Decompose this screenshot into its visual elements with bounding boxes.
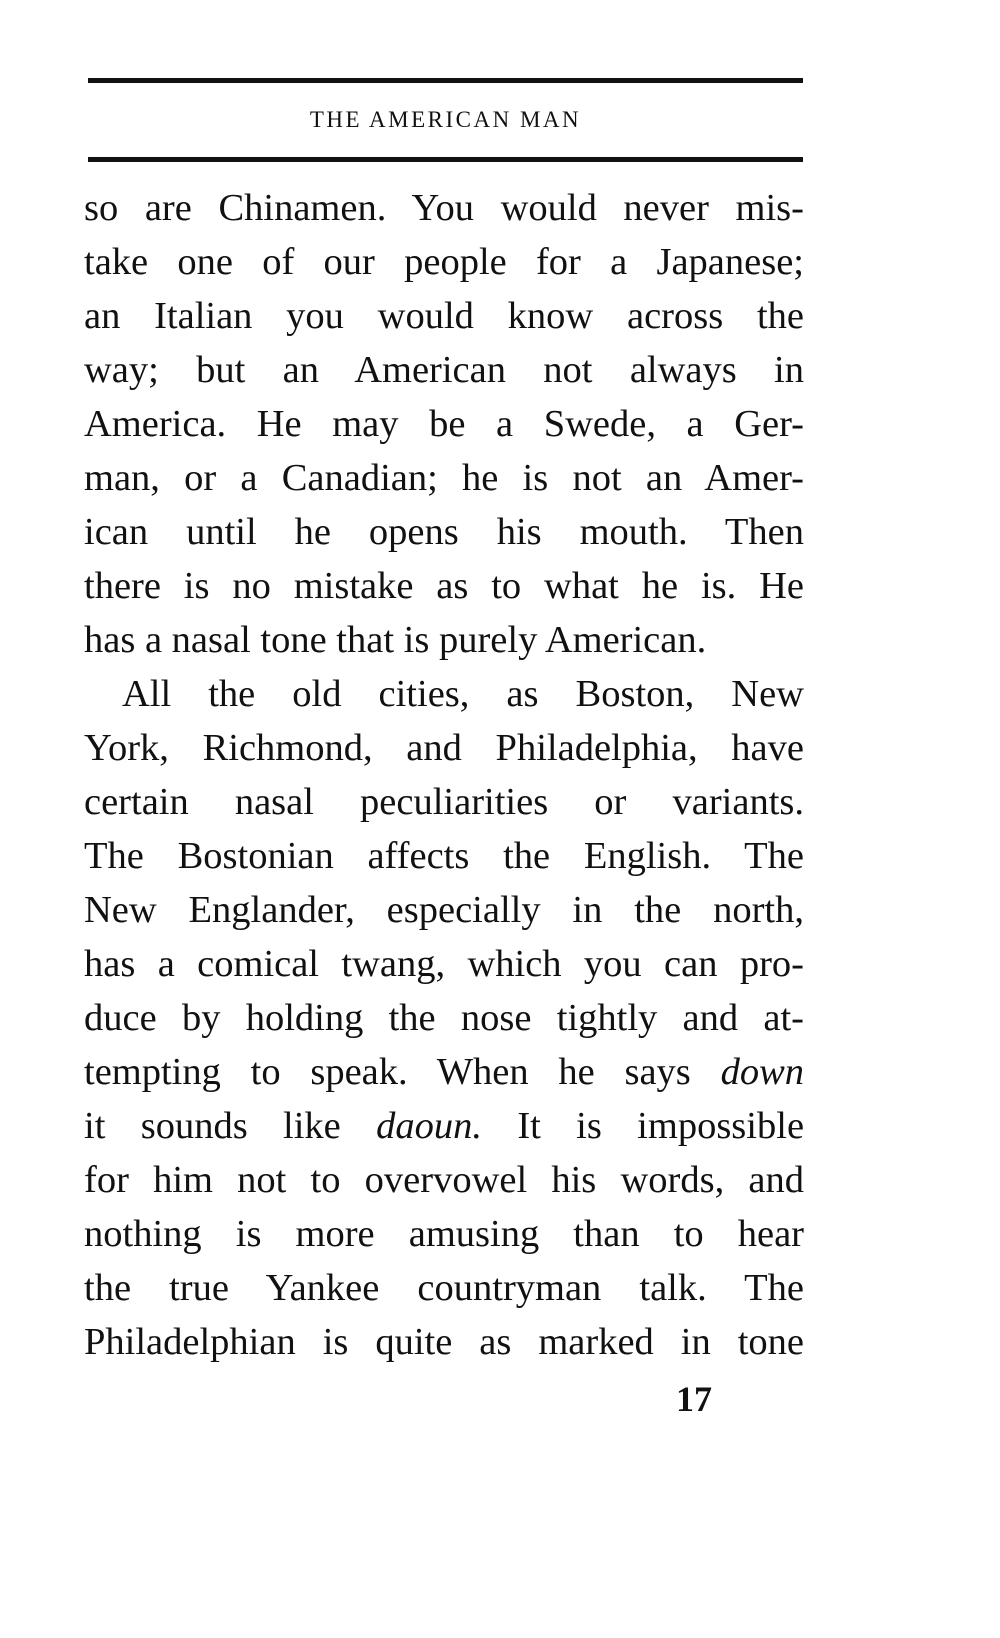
text-line: duce by holding the nose tightly and at- [84,997,804,1039]
text-line: has a comical twang, which you can pro- [84,943,804,985]
line-text: tempting to speak. When he says [84,1051,691,1093]
text-line: ican until he opens his mouth. Then [84,511,804,553]
line-text: It is impossible [517,1105,805,1147]
italic-word: daoun. [376,1105,482,1147]
text-line: for him not to overvowel his words, and [84,1159,804,1201]
text-line: nothing is more amusing than to hear [84,1213,804,1255]
paragraph-start-line: All the old cities, as Boston, New [122,673,804,715]
running-head: THE AMERICAN MAN [309,107,582,132]
text-line: an Italian you would know across the [84,295,804,337]
text-line: there is no mistake as to what he is. He [84,565,804,607]
text-line: the true Yankee countryman talk. The [84,1267,804,1309]
header-bottom-rule [88,157,803,162]
text-line: take one of our people for a Japanese; [84,241,804,283]
text-line: way; but an American not always in [84,349,804,391]
page-number: 17 [676,1379,712,1419]
header-top-rule [88,78,803,83]
text-line [84,1099,804,1153]
text-line: Philadelphian is quite as marked in tone [84,1321,804,1363]
text-line: certain nasal peculiarities or variants. [84,781,804,823]
body-text [84,181,804,1369]
text-line [84,1045,804,1099]
text-line: The Bostonian affects the English. The [84,835,804,877]
line-text: it sounds like [84,1105,341,1147]
text-line: so are Chinamen. You would never mis- [84,187,804,229]
text-line: New Englander, especially in the north, [84,889,804,931]
text-line: man, or a Canadian; he is not an Amer- [84,457,804,499]
text-line: York, Richmond, and Philadelphia, have [84,727,804,769]
italic-word: down [720,1051,804,1093]
text-line: has a nasal tone that is purely American. [84,619,707,661]
text-line: America. He may be a Swede, a Ger- [84,403,804,445]
